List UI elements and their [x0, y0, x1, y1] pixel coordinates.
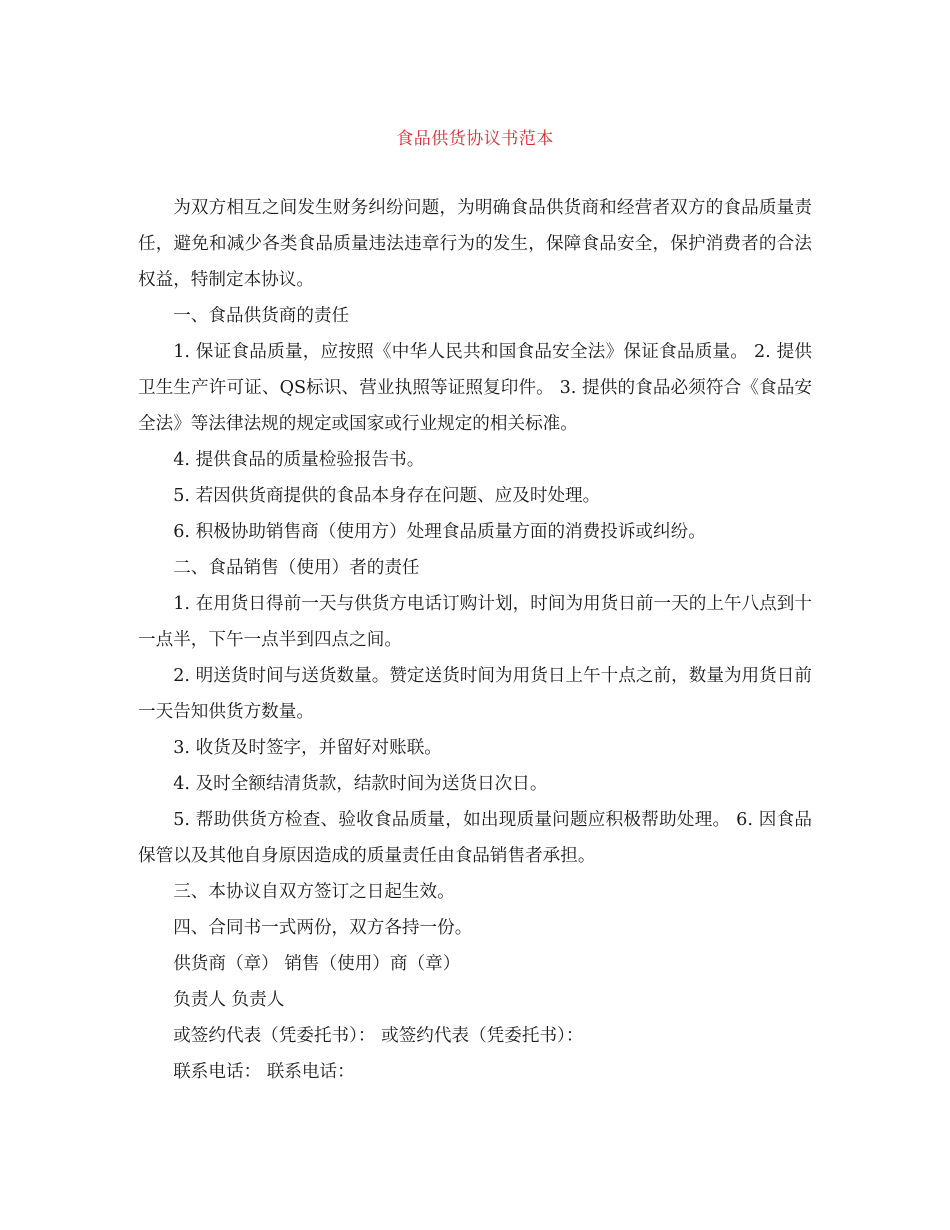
- document-title: 食品供货协议书范本: [396, 129, 554, 149]
- seller-clause-5-6: 5. 帮助供货方检查、验收食品质量，如出现质量问题应积极帮助处理。 6. 因食品保管以及其他自身原因造成的质量责任由食品销售者承担。: [138, 810, 812, 866]
- intro-paragraph: 为双方相互之间发生财务纠纷问题，为明确食品供货商和经营者双方的食品质量责任，避免和减少各类食品质量违法违章行为的发生，保障食品安全，保护消费者的合法权益，特制定本协议。: [138, 198, 812, 290]
- signature-seal-line: 供货商（章） 销售（使用）商（章）: [173, 954, 461, 974]
- supplier-clause-6: 6. 积极协助销售商（使用方）处理食品质量方面的消费投诉或纠纷。: [173, 522, 706, 542]
- signature-phone-line: 联系电话： 联系电话：: [173, 1062, 355, 1082]
- section-effective: 三、本协议自双方签订之日起生效。: [173, 882, 455, 902]
- seller-clause-1: 1. 在用货日得前一天与供货方电话订购计划，时间为用货日前一天的上午八点到十一点半，下午一点半到四点之间。: [138, 594, 812, 650]
- supplier-clause-1-3: 1. 保证食品质量，应按照《中华人民共和国食品安全法》保证食品质量。 2. 提供卫生生产许可证、QS标识、营业执照等证照复印件。 3. 提供的食品必须符合《食品安全法》等法律法规的规定或国家或行业规定的相关标准。: [138, 342, 812, 434]
- section-heading-supplier: 一、食品供货商的责任: [173, 306, 350, 326]
- supplier-clause-4: 4. 提供食品的质量检验报告书。: [173, 450, 425, 470]
- section-heading-seller: 二、食品销售（使用）者的责任: [173, 558, 420, 578]
- signature-responsible-line: 负责人 负责人: [173, 990, 285, 1010]
- seller-clause-3: 3. 收货及时签字，并留好对账联。: [173, 738, 442, 758]
- signature-representative-line: 或签约代表（凭委托书）： 或签约代表（凭委托书）：: [173, 1026, 584, 1046]
- supplier-clause-5: 5. 若因供货商提供的食品本身存在问题、应及时处理。: [173, 486, 601, 506]
- seller-clause-2: 2. 明送货时间与送货数量。赞定送货时间为用货日上午十点之前，数量为用货日前一天告知供货方数量。: [138, 666, 812, 722]
- seller-clause-4: 4. 及时全额结清货款，结款时间为送货日次日。: [173, 774, 548, 794]
- section-copies: 四、合同书一式两份，双方各持一份。: [173, 918, 473, 938]
- document-body: [138, 190, 812, 1090]
